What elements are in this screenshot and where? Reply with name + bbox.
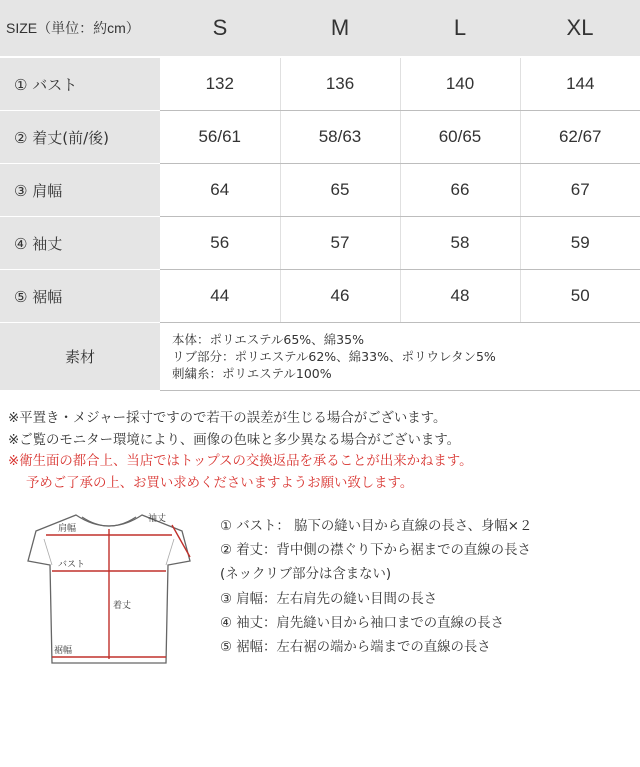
size-l-header: L bbox=[400, 0, 520, 57]
row-shoulder bbox=[0, 164, 640, 217]
cell-value: 44 bbox=[160, 270, 280, 323]
legend-item-bust: ① バスト： 脇下の縫い目から直線の長さ、身幅×２ bbox=[220, 519, 533, 534]
cell-value: 67 bbox=[520, 164, 640, 217]
legend-item-length: ② 着丈：背中側の襟ぐり下から裾までの直線の長さ bbox=[220, 543, 531, 559]
diagram-label-length: 着丈 bbox=[113, 601, 132, 611]
cell-value: 60/65 bbox=[400, 111, 520, 164]
legend-item-hem: ⑤ 裾幅：左右裾の端から端までの直線の長さ bbox=[220, 640, 491, 656]
cell-value: 66 bbox=[400, 164, 520, 217]
cell-value: 56/61 bbox=[160, 111, 280, 164]
tshirt-sleeve-seam-right bbox=[166, 539, 174, 565]
material-line: リブ部分：ポリエステル62%、綿33%、ポリウレタン5% bbox=[172, 349, 496, 364]
note-hygiene: ※衛生面の都合上、当店ではトップスの交換返品を承ることが出来かねます。 bbox=[8, 454, 473, 469]
cell-value: 144 bbox=[520, 57, 640, 111]
row-label: ③ 肩幅 bbox=[0, 164, 160, 217]
cell-value: 140 bbox=[400, 57, 520, 111]
measurement-legend bbox=[220, 515, 532, 660]
row-label: ④ 袖丈 bbox=[0, 217, 160, 270]
material-text bbox=[160, 323, 640, 391]
row-bust bbox=[0, 57, 640, 111]
cell-value: 58/63 bbox=[280, 111, 400, 164]
row-hem bbox=[0, 270, 640, 323]
cell-value: 56 bbox=[160, 217, 280, 270]
sleeve-line bbox=[172, 525, 190, 557]
cell-value: 58 bbox=[400, 217, 520, 270]
tshirt-diagram bbox=[14, 505, 204, 680]
row-material bbox=[0, 323, 640, 391]
tshirt-collar bbox=[82, 517, 136, 526]
tshirt-sleeve-seam-left bbox=[44, 539, 52, 565]
diagram-label-bust: バスト bbox=[58, 560, 86, 570]
legend-item-length-note: (ネックリブ部分は含まない) bbox=[220, 567, 392, 583]
note-measurement: ※平置き・メジャー採寸ですので若干の誤差が生じる場合がございます。 bbox=[8, 411, 447, 426]
size-s-header: S bbox=[160, 0, 280, 57]
material-line: 刺繍糸：ポリエステル100% bbox=[172, 366, 332, 381]
cell-value: 46 bbox=[280, 270, 400, 323]
material-line: 本体：ポリエステル65%、綿35% bbox=[172, 332, 364, 347]
row-sleeve bbox=[0, 217, 640, 270]
row-label: ① バスト bbox=[0, 57, 160, 111]
row-length bbox=[0, 111, 640, 164]
cell-value: 136 bbox=[280, 57, 400, 111]
size-xl-header: XL bbox=[520, 0, 640, 57]
size-m-header: M bbox=[280, 0, 400, 57]
diagram-label-shoulder: 肩幅 bbox=[58, 524, 77, 534]
note-monitor: ※ご覧のモニター環境により、画像の色味と多少異なる場合がございます。 bbox=[8, 432, 461, 448]
cell-value: 64 bbox=[160, 164, 280, 217]
row-label: ② 着丈(前/後) bbox=[0, 111, 160, 164]
cell-value: 48 bbox=[400, 270, 520, 323]
material-label: 素材 bbox=[0, 323, 160, 391]
row-label: ⑤ 裾幅 bbox=[0, 270, 160, 323]
cell-value: 57 bbox=[280, 217, 400, 270]
diagram-label-hem: 裾幅 bbox=[54, 646, 73, 656]
cell-value: 132 bbox=[160, 57, 280, 111]
cell-value: 65 bbox=[280, 164, 400, 217]
cell-value: 59 bbox=[520, 217, 640, 270]
legend-item-sleeve: ④ 袖丈：肩先縫い目から袖口までの直線の長さ bbox=[220, 615, 505, 631]
legend-item-shoulder: ③ 肩幅：左右肩先の縫い目間の長さ bbox=[220, 591, 438, 607]
size-header-row bbox=[0, 0, 640, 57]
size-unit-header: SIZE（単位：約cm） bbox=[0, 0, 160, 57]
note-acknowledge: 予めご了承の上、お買い求めくださいますようお願い致します。 bbox=[26, 475, 414, 491]
diagram-label-sleeve: 袖丈 bbox=[148, 514, 167, 524]
cell-value: 50 bbox=[520, 270, 640, 323]
cell-value: 62/67 bbox=[520, 111, 640, 164]
notes bbox=[8, 408, 638, 494]
